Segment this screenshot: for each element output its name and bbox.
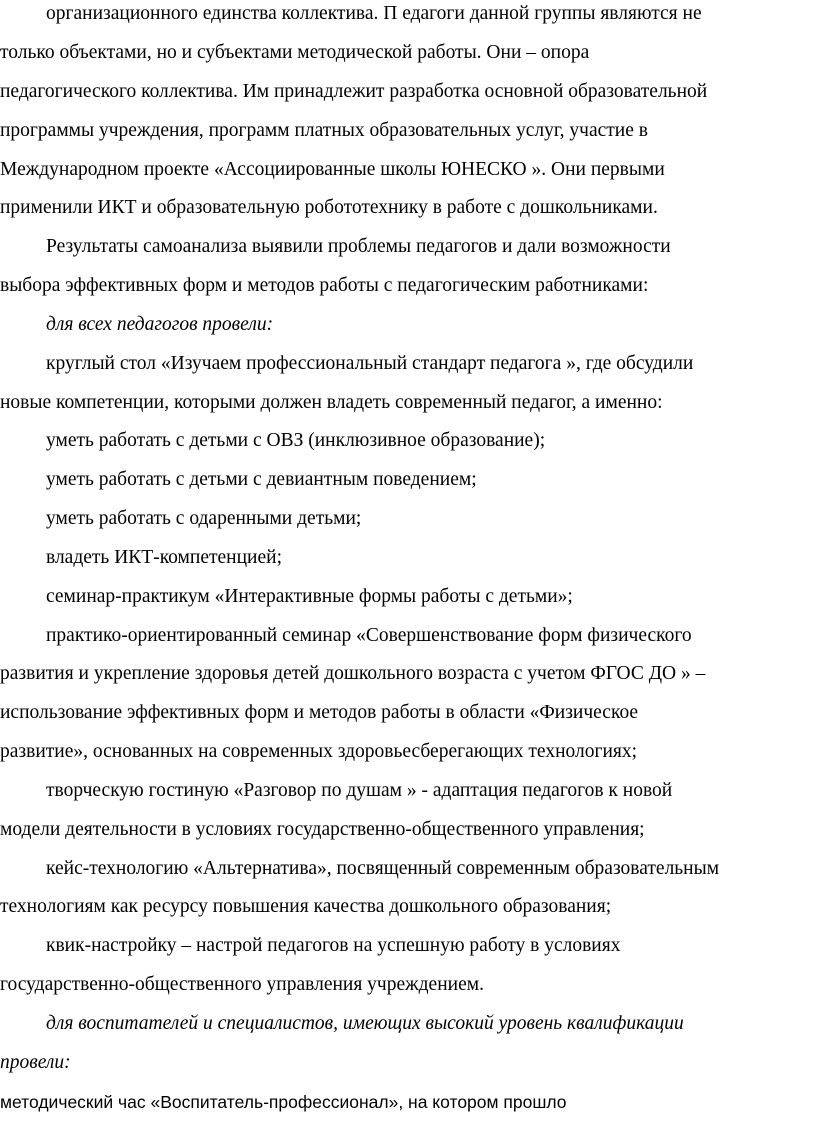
text-line: педагогического коллектива. Им принадлежит разработка основной образовательной [0, 81, 708, 102]
list-item: уметь работать с детьми с девиантным поведением; [46, 469, 477, 490]
text-line: применили ИКТ и образовательную робототехнику в работе с дошкольниками. [0, 197, 658, 218]
text-line: использование эффективных форм и методов работы в области «Физическое [0, 702, 639, 723]
list-item: семинар-практикум «Интерактивные формы работы с детьми»; [46, 586, 573, 607]
list-item: квик-настройку – настрой педагогов на успешную работу в условиях [46, 935, 621, 956]
text-line: методический час «Воспитатель-профессионал», на котором прошло [0, 1092, 567, 1112]
text-line: модели деятельности в условиях государственно-общественного управления; [0, 819, 645, 840]
list-item: творческую гостиную «Разговор по душам » - адаптация педагогов к новой [46, 780, 673, 801]
text-line: новые компетенции, которыми должен владеть современный педагог, а именно: [0, 392, 663, 413]
paragraph-start: Результаты самоанализа выявили проблемы педагогов и дали возможности [46, 236, 671, 257]
text-line: развития и укрепление здоровья детей дошкольного возраста с учетом ФГОС ДО » – [0, 663, 706, 684]
text-line: Международном проекте «Ассоциированные школы ЮНЕСКО ». Они первыми [0, 159, 665, 180]
list-item: круглый стол «Изучаем профессиональный стандарт педагога », где обсудили [46, 353, 694, 374]
italic-subheading: для всех педагогов провели: [46, 314, 274, 335]
text-line: технологиям как ресурсу повышения качества дошкольного образования; [0, 896, 612, 917]
list-item: уметь работать с одаренными детьми; [46, 508, 362, 529]
text-line: только объектами, но и субъектами методической работы. Они – опора [0, 42, 590, 63]
text-line: организационного единства коллектива. П едагоги данной группы являются не [46, 3, 702, 24]
list-item: практико-ориентированный семинар «Совершенствование форм физического [46, 625, 692, 646]
text-line: выбора эффективных форм и методов работы с педагогическим работниками: [0, 275, 649, 296]
italic-subheading: провели: [0, 1052, 71, 1073]
list-item: кейс-технологию «Альтернатива», посвященный современным образовательным [46, 858, 720, 879]
list-item: владеть ИКТ-компетенцией; [46, 547, 282, 568]
text-line: государственно-общественного управления учреждением. [0, 974, 484, 995]
list-item: уметь работать с детьми с ОВЗ (инклюзивное образование); [46, 430, 546, 451]
text-line: развитие», основанных на современных здоровьесберегающих технологиях; [0, 741, 638, 762]
italic-subheading: для воспитателей и специалистов, имеющих высокий уровень квалификации [46, 1013, 684, 1034]
text-line: программы учреждения, программ платных образовательных услуг, участие в [0, 120, 648, 141]
